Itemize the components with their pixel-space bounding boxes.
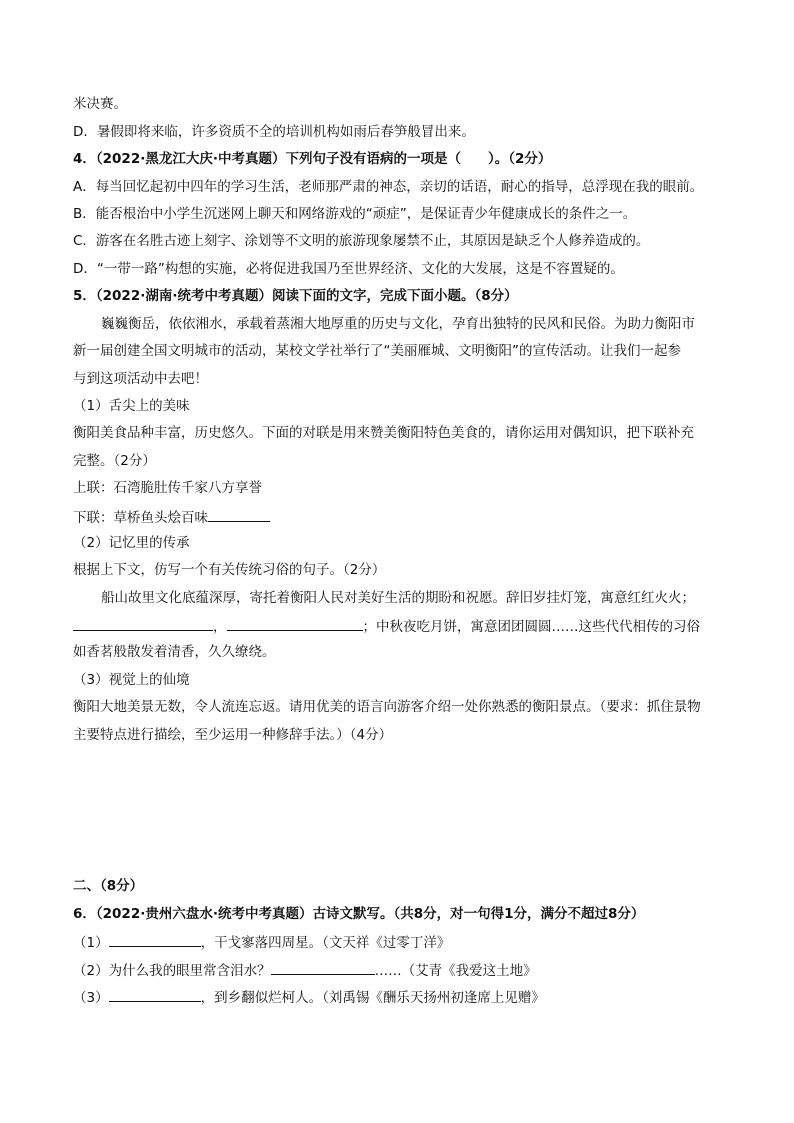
question-4-option-b: B．能否根治中小学生沉迷网上聊天和网络游戏的“顽症”，是保证青少年健康成长的条件之一。: [73, 206, 637, 222]
passage-line: 新一届创建全国文明城市的活动，某校文学社举行了“美丽雁城、文明衡阳”的宣传活动。让我们一起参: [73, 343, 681, 359]
subquestion-1-title: （1）舌尖上的美味: [73, 398, 190, 414]
answer-blank[interactable]: [109, 932, 201, 947]
couplet-upper: 上联：石湾脆肚传千家八方享誉: [73, 480, 262, 496]
item-number: （3）: [73, 990, 109, 1006]
subquestion-3-prompt: 主要特点进行描绘，至少运用一种修辞手法。）（4分）: [73, 727, 393, 743]
subquestion-2-title: （2）记忆里的传承: [73, 535, 190, 551]
couplet-lower: [73, 507, 733, 527]
question-4-option-d: D．“一带一路”构想的实施，必将促进我国乃至世界经济、文化的大发展，这是不容置疑的。: [73, 261, 624, 277]
poem-item-1: [73, 932, 733, 952]
text-line: 米决赛。: [73, 96, 127, 112]
option-d-prev: D．暑假即将来临，许多资质不全的培训机构如雨后春笋般冒出来。: [73, 124, 475, 140]
poem-item-2: [73, 960, 733, 980]
question-4-option-a: A．每当回忆起初中四年的学习生活，老师那严肃的神态，亲切的话语，耐心的指导，总浮现在我的眼前。: [73, 179, 704, 195]
answer-blank[interactable]: [73, 616, 213, 631]
subquestion-1-prompt: 衡阳美食品种丰富，历史悠久。下面的对联是用来赞美衡阳特色美食的，请你运用对偶知识，把下联补充: [73, 425, 694, 441]
question-6-heading: 6．（2022·贵州六盘水·统考中考真题）古诗文默写。（共8分，对一句得1分，满分不超过8分）: [73, 906, 645, 922]
poem-item-text: （2）为什么我的眼里常含泪水？: [73, 963, 271, 979]
poem-item-text: ，到乡翻似烂柯人。（刘禹锡《酬乐天扬州初逢席上见赠》: [200, 990, 545, 1006]
fill-line: [73, 616, 733, 636]
poem-item-source: ……（艾青《我爱这土地》: [374, 963, 537, 979]
question-4-option-c: C．游客在名胜古迹上刻字、涂划等不文明的旅游现象屡禁不止，其原因是缺乏个人修养造成的。: [73, 233, 650, 249]
subquestion-1-prompt: 完整。（2分）: [73, 453, 156, 469]
answer-blank[interactable]: [271, 960, 375, 975]
answer-blank[interactable]: [208, 507, 270, 522]
answer-blank[interactable]: [227, 616, 363, 631]
passage-line: 与到这项活动中去吧！: [73, 371, 208, 387]
poem-item-text: ，干戈寥落四周星。（文天祥《过零丁洋》: [200, 935, 451, 951]
subquestion-2-prompt: 根据上下文，仿写一个有关传统习俗的句子。（2分）: [73, 562, 386, 578]
item-number: （1）: [73, 935, 109, 951]
section-2-heading: 二、（8分）: [73, 878, 144, 894]
passage-line: 船山故里文化底蕴深厚，寄托着衡阳人民对美好生活的期盼和祝愿。辞旧岁挂灯笼，寓意红红火火；: [101, 590, 695, 606]
passage-line: 如香茗般散发着清香，久久缭绕。: [73, 644, 276, 660]
question-4-heading: 4．（2022·黑龙江大庆·中考真题）下列句子没有语病的一项是（ ）。（2分）: [73, 151, 552, 167]
answer-blank[interactable]: [109, 987, 201, 1002]
fill-line-text: ；中秋夜吃月饼，寓意团团圆圆……这些代代相传的习俗: [362, 619, 700, 635]
question-5-heading: 5．（2022·湖南·统考中考真题）阅读下面的文字，完成下面小题。（8分）: [73, 288, 518, 304]
comma: ，: [213, 619, 227, 635]
passage-line: 巍巍衡岳，依依湘水，承载着蒸湘大地厚重的历史与文化，孕育出独特的民风和民俗。为助力衡阳市: [101, 316, 695, 332]
subquestion-3-prompt: 衡阳大地美景无数，令人流连忘返。请用优美的语言向游客介绍一处你熟悉的衡阳景点。（要求：抓住景物: [73, 699, 701, 715]
subquestion-3-title: （3）视觉上的仙境: [73, 672, 190, 688]
couplet-lower-text: 下联：草桥鱼头烩百味: [73, 510, 208, 526]
poem-item-3: [73, 987, 733, 1007]
